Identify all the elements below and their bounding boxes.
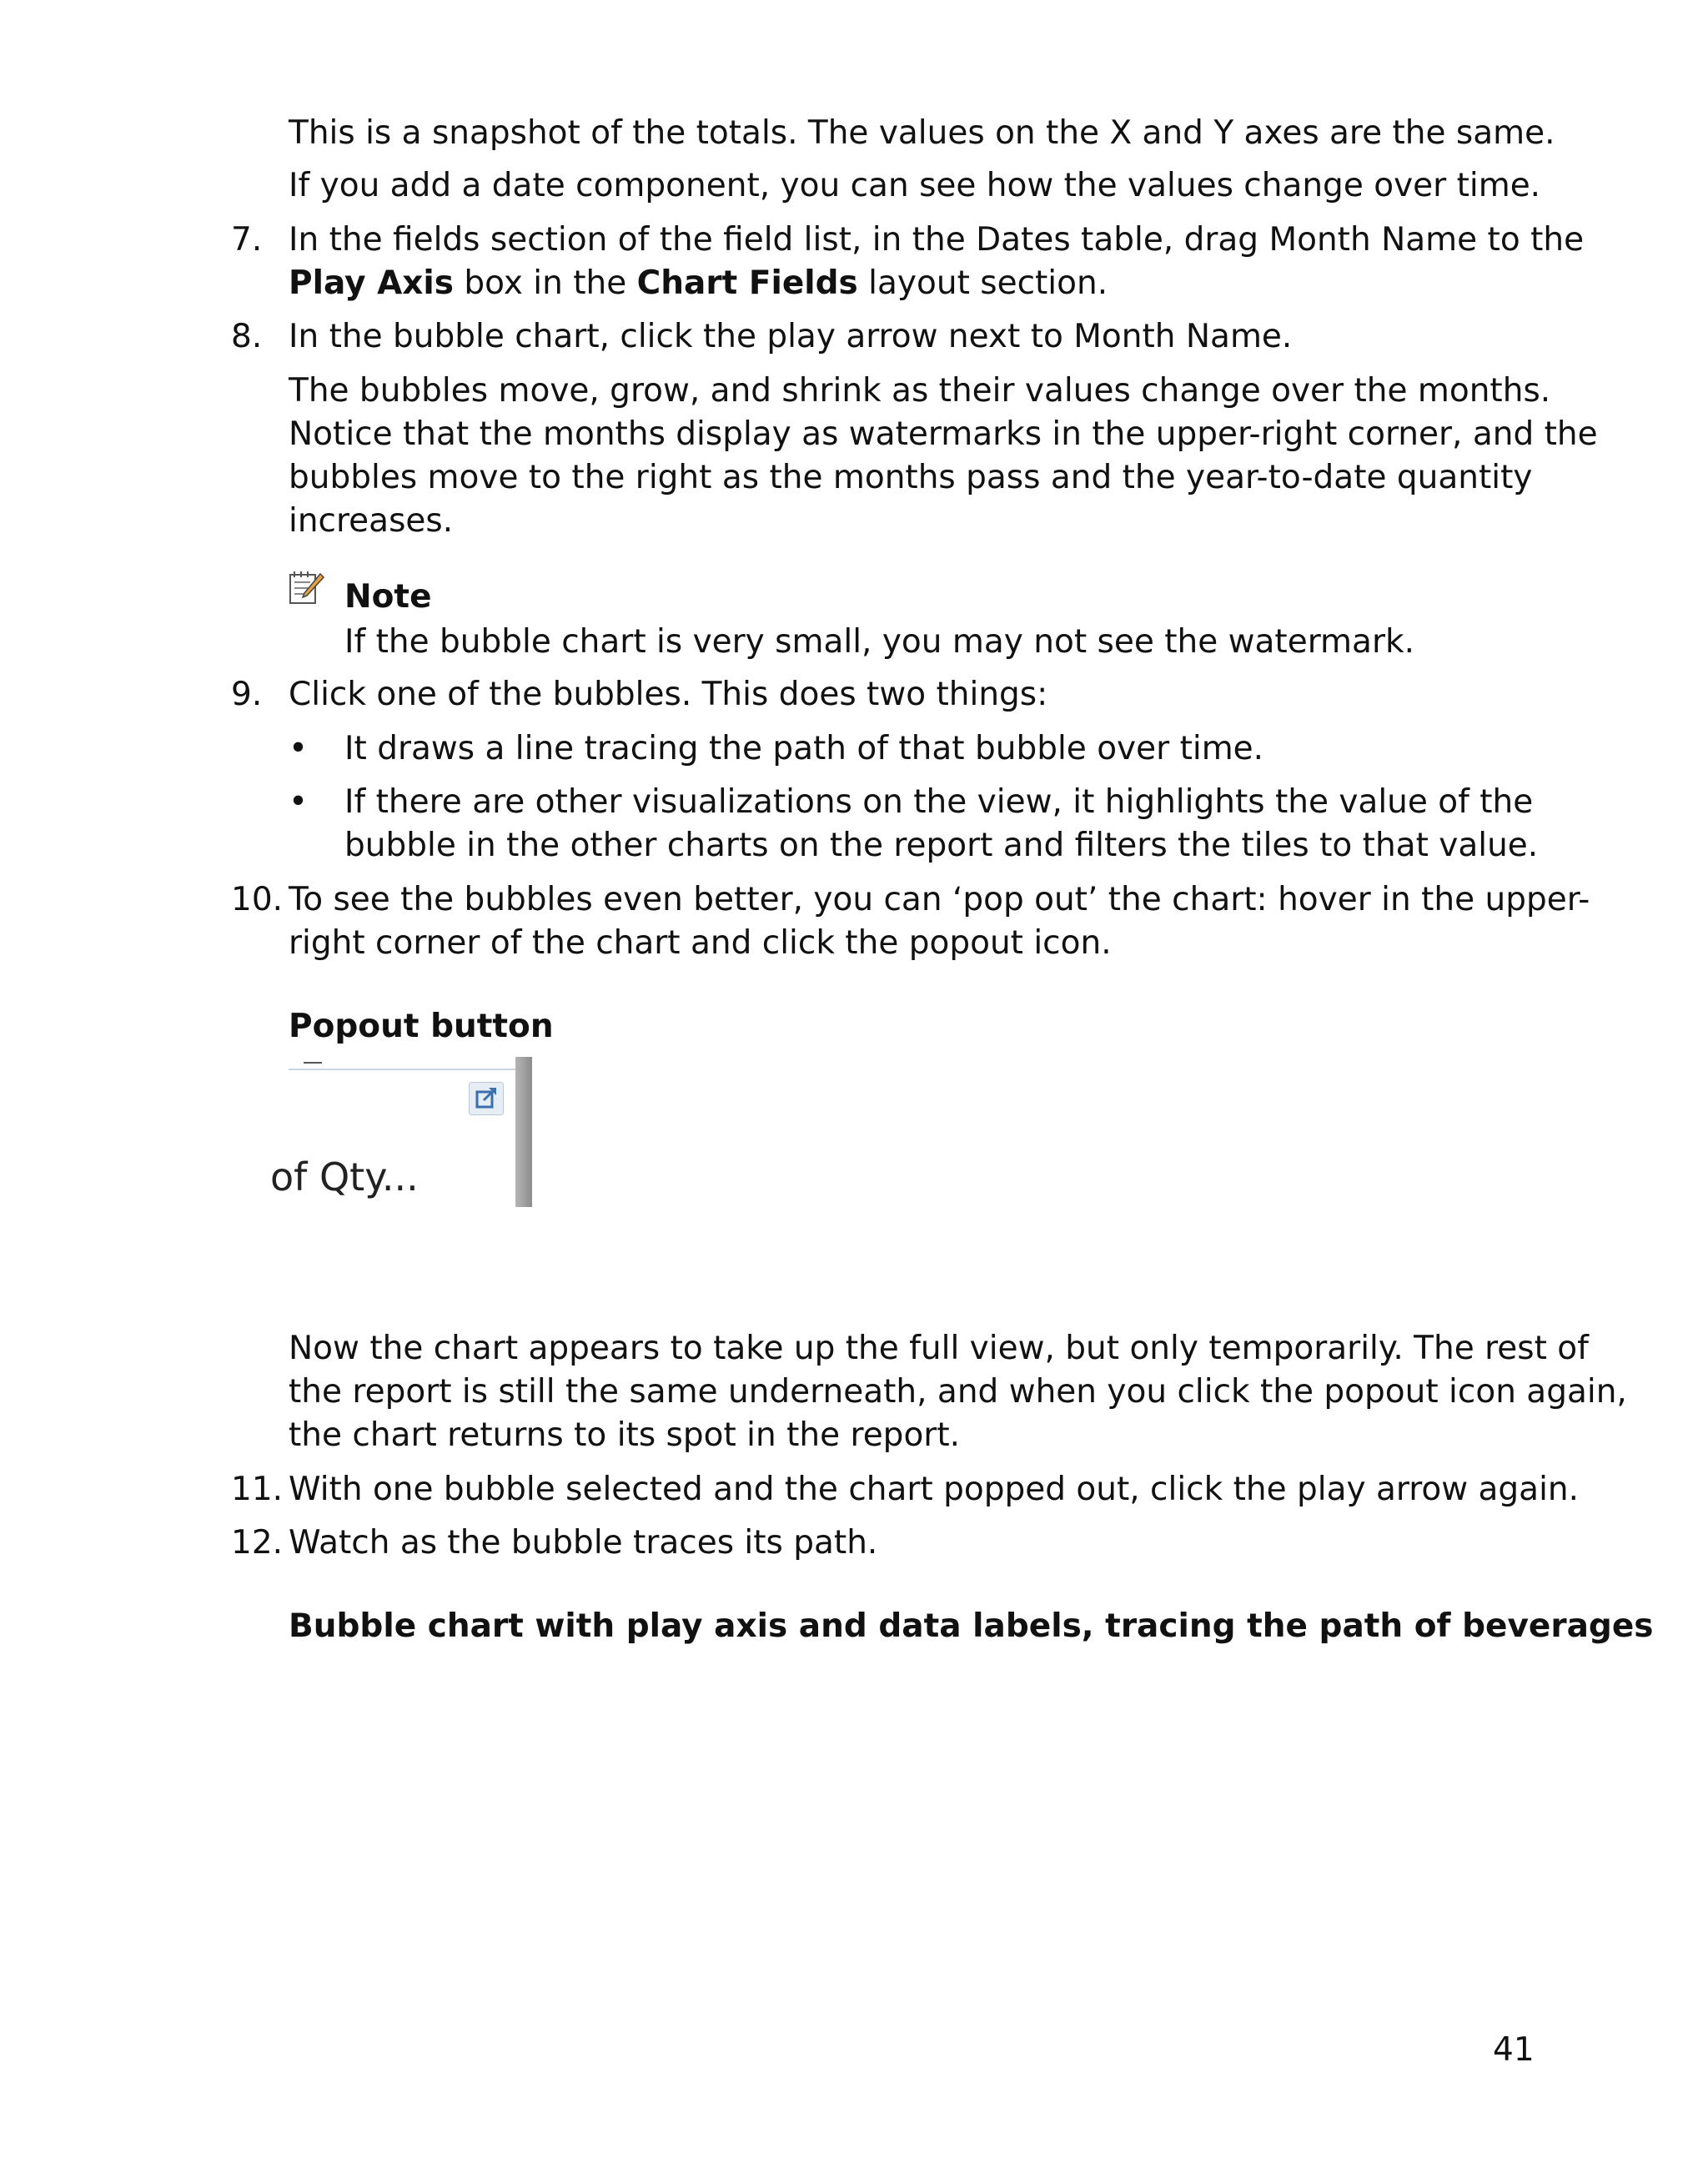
step-8-detail-line4: increases. [289,502,454,540]
step-12-number: 12. [231,1524,284,1562]
popout-screenshot [270,1057,532,1207]
chart-mark [304,1062,322,1064]
note-pad-pencil-icon [287,569,325,607]
after-popout-line2: the report is still the same underneath, and when you click the popout icon again, [289,1373,1627,1411]
step-9-bullet-2-line2: bubble in the other charts on the report and filters the tiles to that value. [344,827,1539,864]
note-title: Note [344,578,432,616]
step-8-detail-line2: Notice that the months display as watermarks in the upper-right corner, and the [289,415,1598,453]
step-8-number: 8. [231,318,263,355]
play-axis-term: Play Axis [289,264,454,302]
step-11-text: With one bubble selected and the chart popped out, click the play arrow again. [289,1471,1580,1508]
step-9-bullet-1: It draws a line tracing the path of that bubble over time. [344,730,1264,767]
step-8-text: In the bubble chart, click the play arrow next to Month Name. [289,318,1293,355]
chart-fields-term: Chart Fields [636,264,858,302]
note-text: If the bubble chart is very small, you may not see the watermark. [344,623,1414,661]
popout-icon[interactable] [469,1082,504,1115]
step-10-text-line2: right corner of the chart and click the popout icon. [289,924,1112,962]
step-8-detail-line3: bubbles move to the right as the months pass and the year-to-date quantity [289,459,1533,496]
popout-caption: Popout button [289,1008,554,1045]
after-popout-line1: Now the chart appears to take up the full view, but only temporarily. The rest of [289,1330,1589,1367]
step-9-text: Click one of the bubbles. This does two things: [289,676,1048,713]
step-10-number: 10. [231,881,284,918]
step-9-bullet-2-line1: If there are other visualizations on the view, it highlights the value of the [344,783,1534,821]
step-7-text-end: layout section. [857,264,1108,302]
step-7-number: 7. [231,221,263,259]
figure-caption: Bubble chart with play axis and data labels, tracing the path of beverages [289,1607,1654,1645]
paragraph-snapshot: This is a snapshot of the totals. The values on the X and Y axes are the same. [289,114,1555,152]
step-12-text: Watch as the bubble traces its path. [289,1524,878,1562]
after-popout-line3: the chart returns to its spot in the report. [289,1416,961,1454]
step-7-text-line2 [289,262,1108,305]
step-11-number: 11. [231,1471,284,1508]
bullet-dot: • [289,783,309,821]
step-8-detail-line1: The bubbles move, grow, and shrink as their values change over the months. [289,372,1551,410]
qty-label: of Qty... [270,1154,419,1200]
step-7-text-line1: In the fields section of the field list, in the Dates table, drag Month Name to the [289,221,1585,259]
scrollbar[interactable] [515,1057,532,1207]
popout-arrow-icon [470,1083,503,1114]
chart-border-line [289,1069,515,1070]
paragraph-date-component: If you add a date component, you can see how the values change over time. [289,167,1541,204]
step-10-text-line1: To see the bubbles even better, you can ‘pop out’ the chart: hover in the upper- [289,881,1590,918]
bullet-dot: • [289,730,309,767]
page-number: 41 [1493,2031,1535,2069]
step-9-number: 9. [231,676,263,713]
step-7-text-mid: box in the [454,264,637,302]
